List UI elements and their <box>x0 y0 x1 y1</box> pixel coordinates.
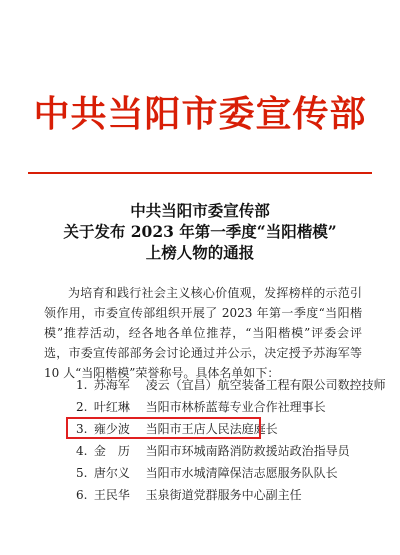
honoree-title: 玉泉街道党群服务中心副主任 <box>145 488 302 502</box>
title-line-1: 中共当阳市委宣传部 <box>130 201 270 220</box>
list-index: 6. <box>76 488 88 502</box>
title-line-3: 上榜人物的通报 <box>145 243 255 262</box>
honoree-title: 当阳市环城南路消防救援站政治指导员 <box>145 444 350 458</box>
honoree-name: 王民华 <box>93 488 130 502</box>
intro-paragraph-block <box>44 283 362 383</box>
list-index: 2. <box>76 400 88 414</box>
list-index: 5. <box>76 466 88 480</box>
list-item <box>76 440 376 462</box>
list-item <box>76 396 376 418</box>
list-item <box>76 484 376 506</box>
honoree-title: 当阳市林桥蓝莓专业合作社理事长 <box>145 400 326 414</box>
honoree-name: 雍少波 <box>93 422 130 436</box>
list-index: 4. <box>76 444 88 458</box>
list-index: 3. <box>76 422 88 436</box>
honoree-name: 金 历 <box>93 444 130 458</box>
honoree-name: 叶红琳 <box>93 400 130 414</box>
honoree-title: 凌云（宜昌）航空装备工程有限公司数控技师 <box>145 378 386 392</box>
honoree-list <box>76 374 386 506</box>
honoree-title: 当阳市王店人民法庭庭长 <box>145 422 278 436</box>
notice-title <box>20 200 380 263</box>
title-line-2: 关于发布 2023 年第一季度“当阳楷模” <box>63 222 337 241</box>
red-divider <box>28 172 372 174</box>
honoree-title: 当阳市水城清障保洁志愿服务队队长 <box>145 466 338 480</box>
list-item <box>76 374 386 396</box>
honoree-name: 苏海军 <box>93 378 130 392</box>
list-item <box>76 462 376 484</box>
list-index: 1. <box>76 378 88 392</box>
highlight-box <box>66 417 261 439</box>
honoree-name: 唐尔义 <box>93 466 130 480</box>
masthead-title: 中共当阳市委宣传部 <box>33 93 367 135</box>
intro-paragraph: 为培育和践行社会主义核心价值观，发挥榜样的示范引领作用，市委宣传部组织开展了 2023 年第一季度“当阳楷模”推荐活动，经各地各单位推荐，“当阳楷模”评委会评选，市委宣传部部务会讨论通过并公示，决定授予苏海军等 10 人“当阳楷模”荣誉称号。具体名单如下： <box>44 286 362 380</box>
